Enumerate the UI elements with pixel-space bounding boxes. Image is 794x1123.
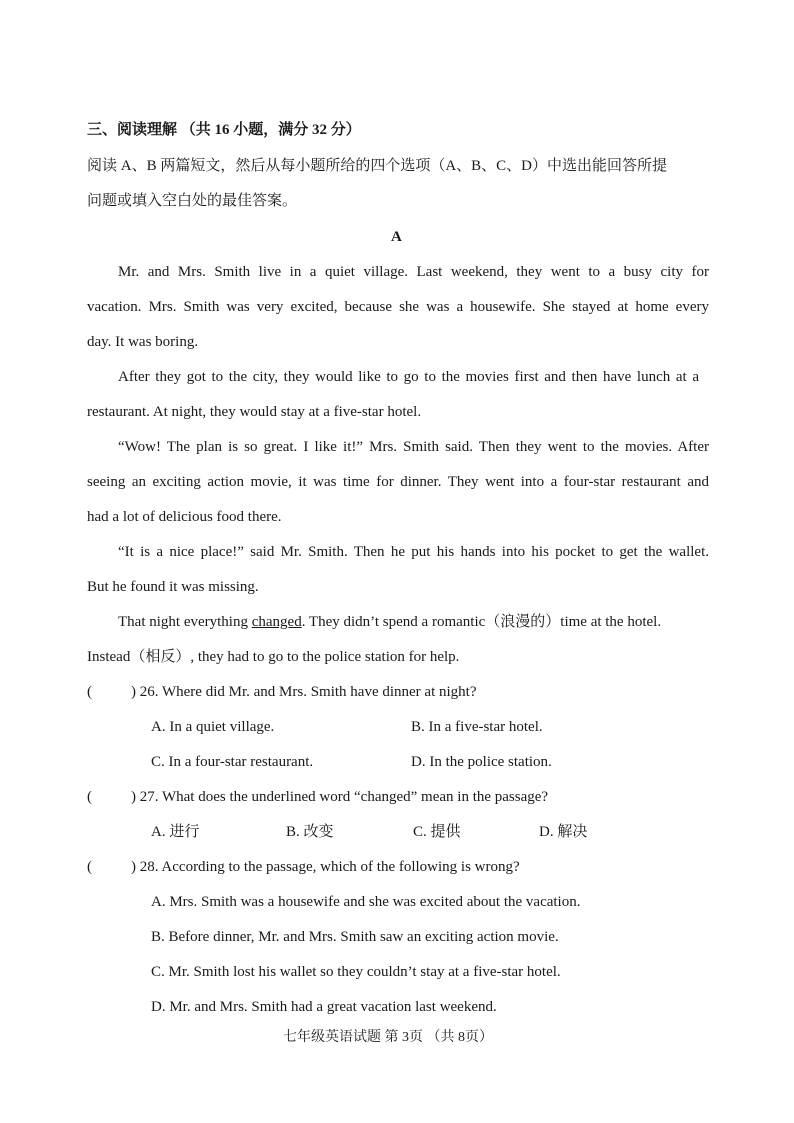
passage-p2-line-1: After they got to the city, they would like to go to the movies first and then have lunch at a [118, 369, 699, 385]
passage-p1-line-2: vacation. Mrs. Smith was very excited, because she was a housewife. She stayed at home every [87, 299, 709, 315]
passage-p4-line-1: “It is a nice place!” said Mr. Smith. Then he put his hands into his pocket to get the wallet. [118, 544, 709, 560]
q28-option-a: A. Mrs. Smith was a housewife and she was excited about the vacation. [151, 894, 581, 910]
q28-option-d: D. Mr. and Mrs. Smith had a great vacation last weekend. [151, 999, 497, 1015]
q27-option-d: D. 解决 [539, 824, 588, 840]
q26-option-d: D. In the police station. [411, 754, 552, 770]
question-28 [87, 857, 520, 877]
passage-title: A [391, 229, 402, 245]
passage-p4-line-2: But he found it was missing. [87, 579, 259, 595]
passage-p1-line-3: day. It was boring. [87, 334, 199, 350]
underlined-word-changed: changed [251, 614, 302, 630]
question-27 [87, 787, 548, 807]
passage-p3-line-1: “Wow! The plan is so great. I like it!” Mrs. Smith said. Then they went to the movies. After [118, 439, 709, 455]
passage-p5-line-1 [118, 612, 661, 632]
passage-p5-line-2: Instead（相反）, they had to go to the police station for help. [87, 649, 460, 665]
passage-p5-text-b: . They didn’t spend a romantic（浪漫的）time at the hotel. [301, 614, 662, 630]
instruction-line-1: 阅读 A、B 两篇短文，然后从每小题所给的四个选项（A、B、C、D）中选出能回答所提 [87, 158, 668, 174]
question-26 [87, 682, 477, 702]
question-26-stem: ) 26. Where did Mr. and Mrs. Smith have dinner at night? [131, 684, 477, 700]
q27-option-a: A. 进行 [151, 824, 200, 840]
passage-p5-text-a: That night everything [118, 614, 252, 630]
page-footer: 七年级英语试题 第 3页 （共 8页） [283, 1030, 493, 1045]
question-27-stem: ) 27. What does the underlined word “changed” mean in the passage? [131, 789, 549, 805]
q27-option-b: B. 改变 [286, 824, 334, 840]
answer-blank-27[interactable]: ( [87, 789, 92, 805]
question-28-stem: ) 28. According to the passage, which of the following is wrong? [131, 859, 520, 875]
q27-option-c: C. 提供 [413, 824, 461, 840]
q26-option-a: A. In a quiet village. [151, 719, 275, 735]
passage-p1-line-1: Mr. and Mrs. Smith live in a quiet village. Last weekend, they went to a busy city for [118, 264, 709, 280]
q26-option-c: C. In a four-star restaurant. [151, 754, 314, 770]
passage-p2-line-2: restaurant. At night, they would stay at a five-star hotel. [87, 404, 422, 420]
instruction-line-2: 问题或填入空白处的最佳答案。 [87, 193, 298, 209]
answer-blank-26[interactable]: ( [87, 684, 92, 700]
section-heading: 三、阅读理解 （共 16 小题，满分 32 分） [87, 122, 361, 138]
q26-option-b: B. In a five-star hotel. [411, 719, 543, 735]
q28-option-c: C. Mr. Smith lost his wallet so they couldn’t stay at a five-star hotel. [151, 964, 561, 980]
passage-p3-line-3: had a lot of delicious food there. [87, 509, 282, 525]
q28-option-b: B. Before dinner, Mr. and Mrs. Smith saw an exciting action movie. [151, 929, 559, 945]
answer-blank-28[interactable]: ( [87, 859, 92, 875]
passage-p3-line-2: seeing an exciting action movie, it was time for dinner. They went into a four-star restaurant and [87, 474, 709, 490]
